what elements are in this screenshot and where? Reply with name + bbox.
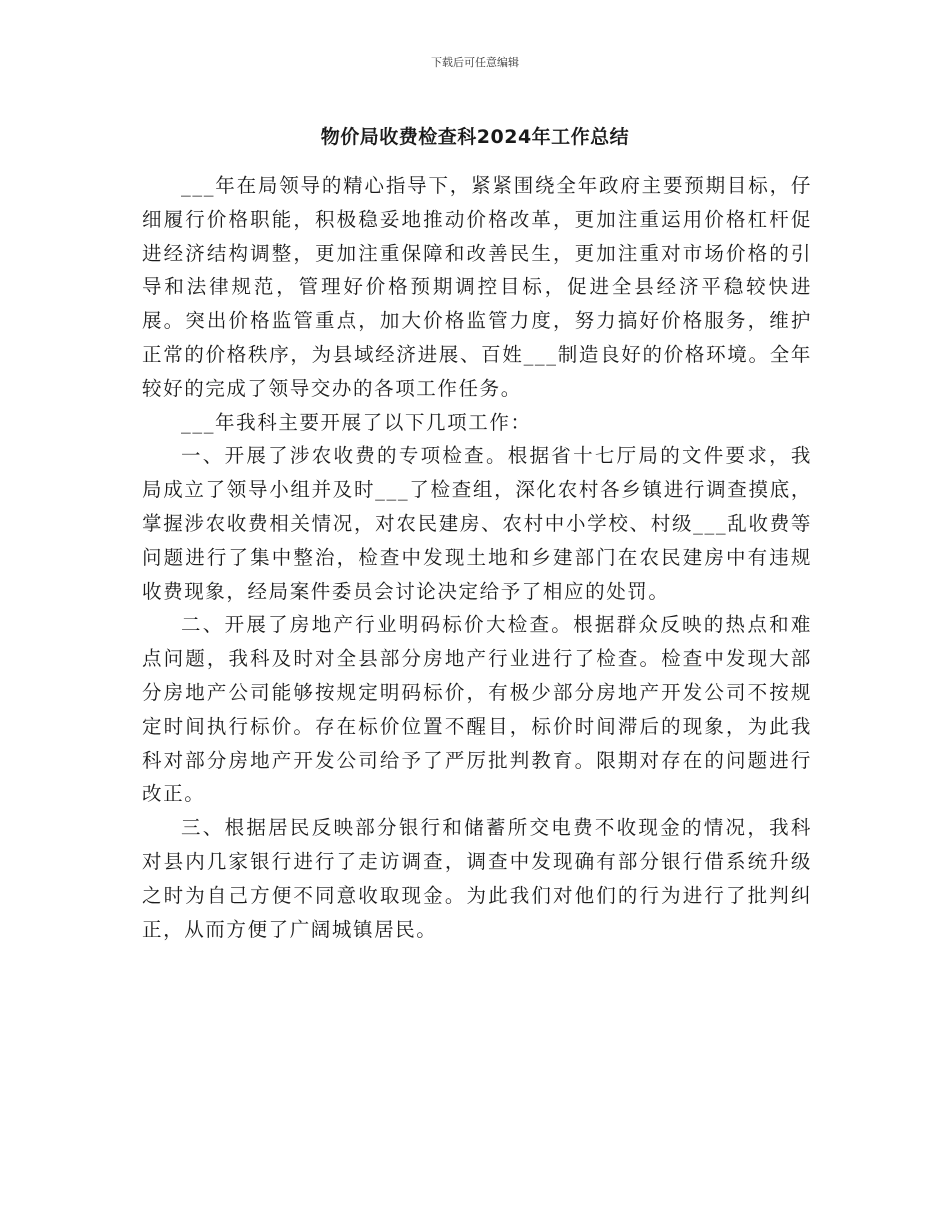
header-note: 下载后可任意编辑	[431, 56, 519, 69]
paragraph-work-overview: ___年我科主要开展了以下几项工作：	[181, 410, 532, 434]
document-body	[142, 169, 812, 946]
paragraph-item-1: 一、开展了涉农收费的专项检查。根据省十七厅局的文件要求，我局成立了领导小组并及时___了检查组，深化农村各乡镇进行调查摸底，掌握涉农收费相关情况，对农民建房、农村中小学校、村级___乱收费等问题进行了集中整治，检查中发现土地和乡建部门在农民建房中有违规收费现象，经局案件委员会讨论决定给予了相应的处罚。	[142, 444, 812, 603]
paragraph-intro: ___年在局领导的精心指导下，紧紧围绕全年政府主要预期目标，仔细履行价格职能，积极稳妥地推动价格改革，更加注重运用价格杠杆促进经济结构调整，更加注重保障和改善民生，更加注重对市场价格的引导和法律规范，管理好价格预期调控目标，促进全县经济平稳较快进展。突出价格监管重点，加大价格监管力度，努力搞好价格服务，维护正常的价格秩序，为县域经济进展、百姓___制造良好的价格环境。全年较好的完成了领导交办的各项工作任务。	[142, 174, 812, 400]
paragraph-item-3: 三、根据居民反映部分银行和储蓄所交电费不收现金的情况，我科对县内几家银行进行了走访调查，调查中发现确有部分银行借系统升级之时为自己方便不同意收取现金。为此我们对他们的行为进行了批判纠正，从而方便了广阔城镇居民。	[142, 816, 812, 941]
paragraph-item-2: 二、开展了房地产行业明码标价大检查。根据群众反映的热点和难点问题，我科及时对全县部分房地产行业进行了检查。检查中发现大部分房地产公司能够按规定明码标价，有极少部分房地产开发公司不按规定时间执行标价。存在标价位置不醒目，标价时间滞后的现象，为此我科对部分房地产开发公司给予了严厉批判教育。限期对存在的问题进行改正。	[142, 613, 812, 806]
document-title: 物价局收费检查科2024年工作总结	[320, 126, 630, 148]
